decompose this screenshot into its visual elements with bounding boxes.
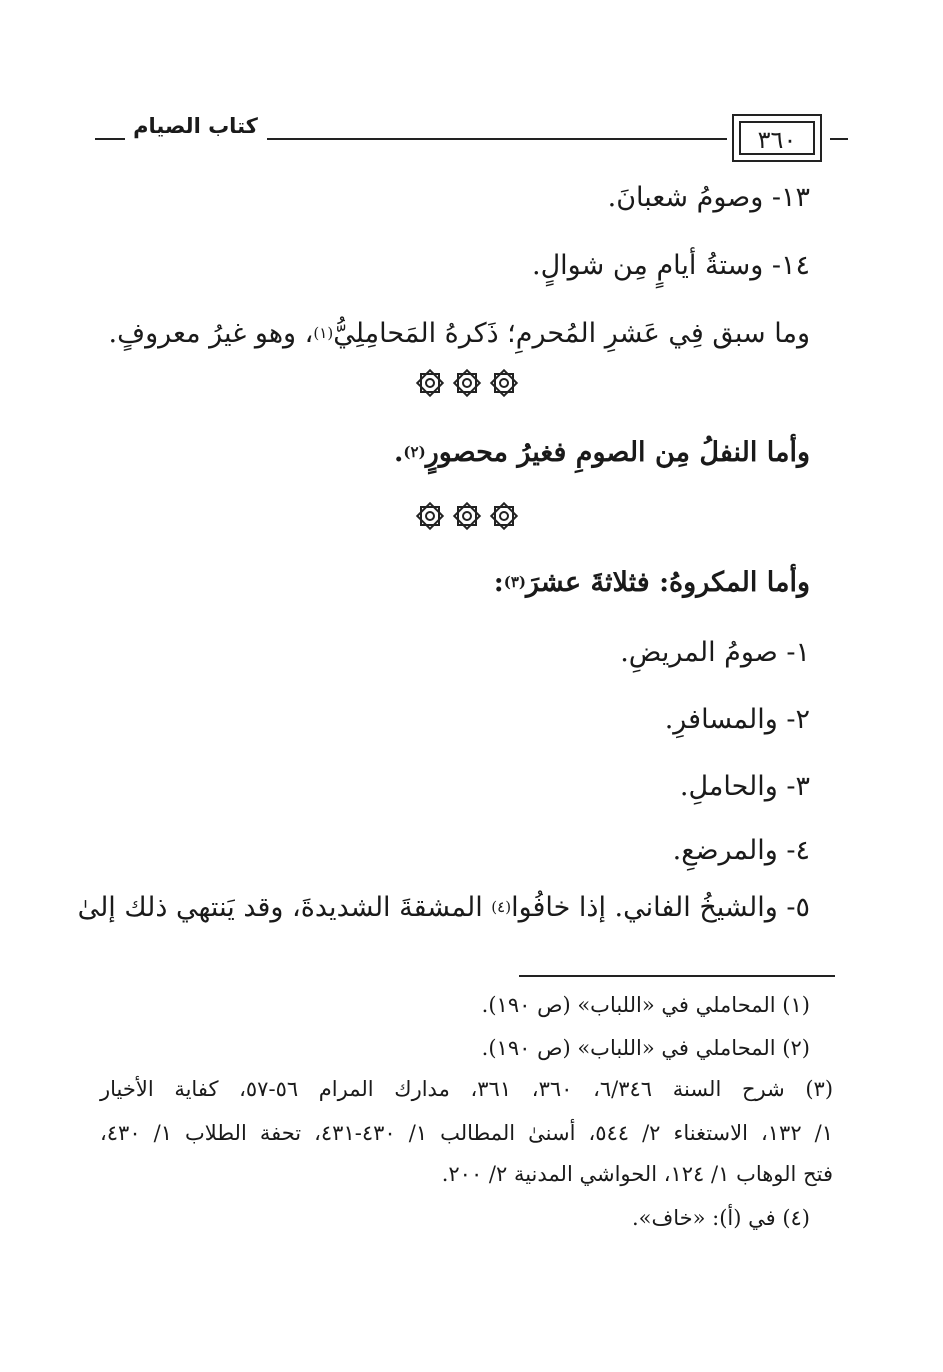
muharram-text: وما سبق فِي عَشرِ المُحرمِ؛ ذَكرهُ المَحامِلِيُّ [333,318,810,349]
page-header [95,108,848,168]
footnote-ref-3: (٣) [503,573,527,591]
makruh-item-5 [77,888,810,931]
header-rule-left [95,138,125,140]
page-number-inner-frame [739,121,815,155]
footnote-ref-4: (٤) [491,898,512,916]
nafl-text: وأما النفلُ مِن الصومِ فغيرُ محصورٍ [425,437,810,468]
footnote-separator [519,975,835,977]
footnote-1: (١) المحاملي في «اللباب» (ص ١٩٠). [481,993,810,1017]
makruh-item-1: ١- صومُ المريضِ. [620,637,810,668]
makruh-item-4: ٤- والمرضعِ. [672,835,810,866]
nafl-line [394,433,810,476]
ornament-stars-icon [412,366,522,400]
footnote-4: (٤) في (أ): «خاف». [631,1206,810,1230]
footnote-3-line-1: (٣) شرح السنة ٦/٣٤٦، ٣٦٠، ٣٦١، مدارك المرام ٥٦-٥٧، كفاية الأخيار [100,1077,834,1101]
makruh-text: وأما المكروهُ: فثلاثةَ عشرَ [526,567,810,598]
section-ornaments-1 [412,366,522,400]
item-14: ١٤- وستةُ أيامٍ مِن شوالٍ. [531,250,810,281]
footnote-3-line-3: فتح الوهاب ١/ ١٢٤، الحواشي المدنية ٢/ ٢٠٠. [441,1162,833,1186]
makruh-heading [494,563,810,606]
footnote-ref-2: (٢) [403,443,426,461]
muharram-text-end: ، وهو غيرُ معروفٍ. [108,318,314,349]
page-number-frame [732,114,822,162]
item-13: ١٣- وصومُ شعبانَ. [607,182,810,213]
makruh-item-3: ٣- والحاملِ. [679,771,810,802]
running-title: كتاب الصيام [133,114,258,138]
footnote-3-line-2: ١/ ١٣٢، الاستغناء ٢/ ٥٤٤، أسنىٰ المطالب ١/ ٤٣٠-٤٣١، تحفة الطلاب ١/ ٤٣٠، [100,1121,833,1145]
muharram-line [109,314,810,357]
footnote-2: (٢) المحاملي في «اللباب» (ص ١٩٠). [481,1036,810,1060]
footnote-ref-1: (١) [313,324,334,342]
item-5-text: ٥- والشيخُ الفاني. إذا خافُوا [511,892,810,923]
nafl-text-end: . [394,437,404,468]
item-5-text-end: المشقةَ الشديدةَ، وقد يَنتهي ذلك إلىٰ [77,892,483,923]
header-rule-right [830,138,848,140]
makruh-text-end: : [493,567,504,598]
header-rule-middle [267,138,727,140]
page-number: ٣٦٠ [757,126,797,154]
section-ornaments-2 [412,499,522,533]
ornament-stars-icon [412,499,522,533]
makruh-item-2: ٢- والمسافرِ. [664,704,810,735]
